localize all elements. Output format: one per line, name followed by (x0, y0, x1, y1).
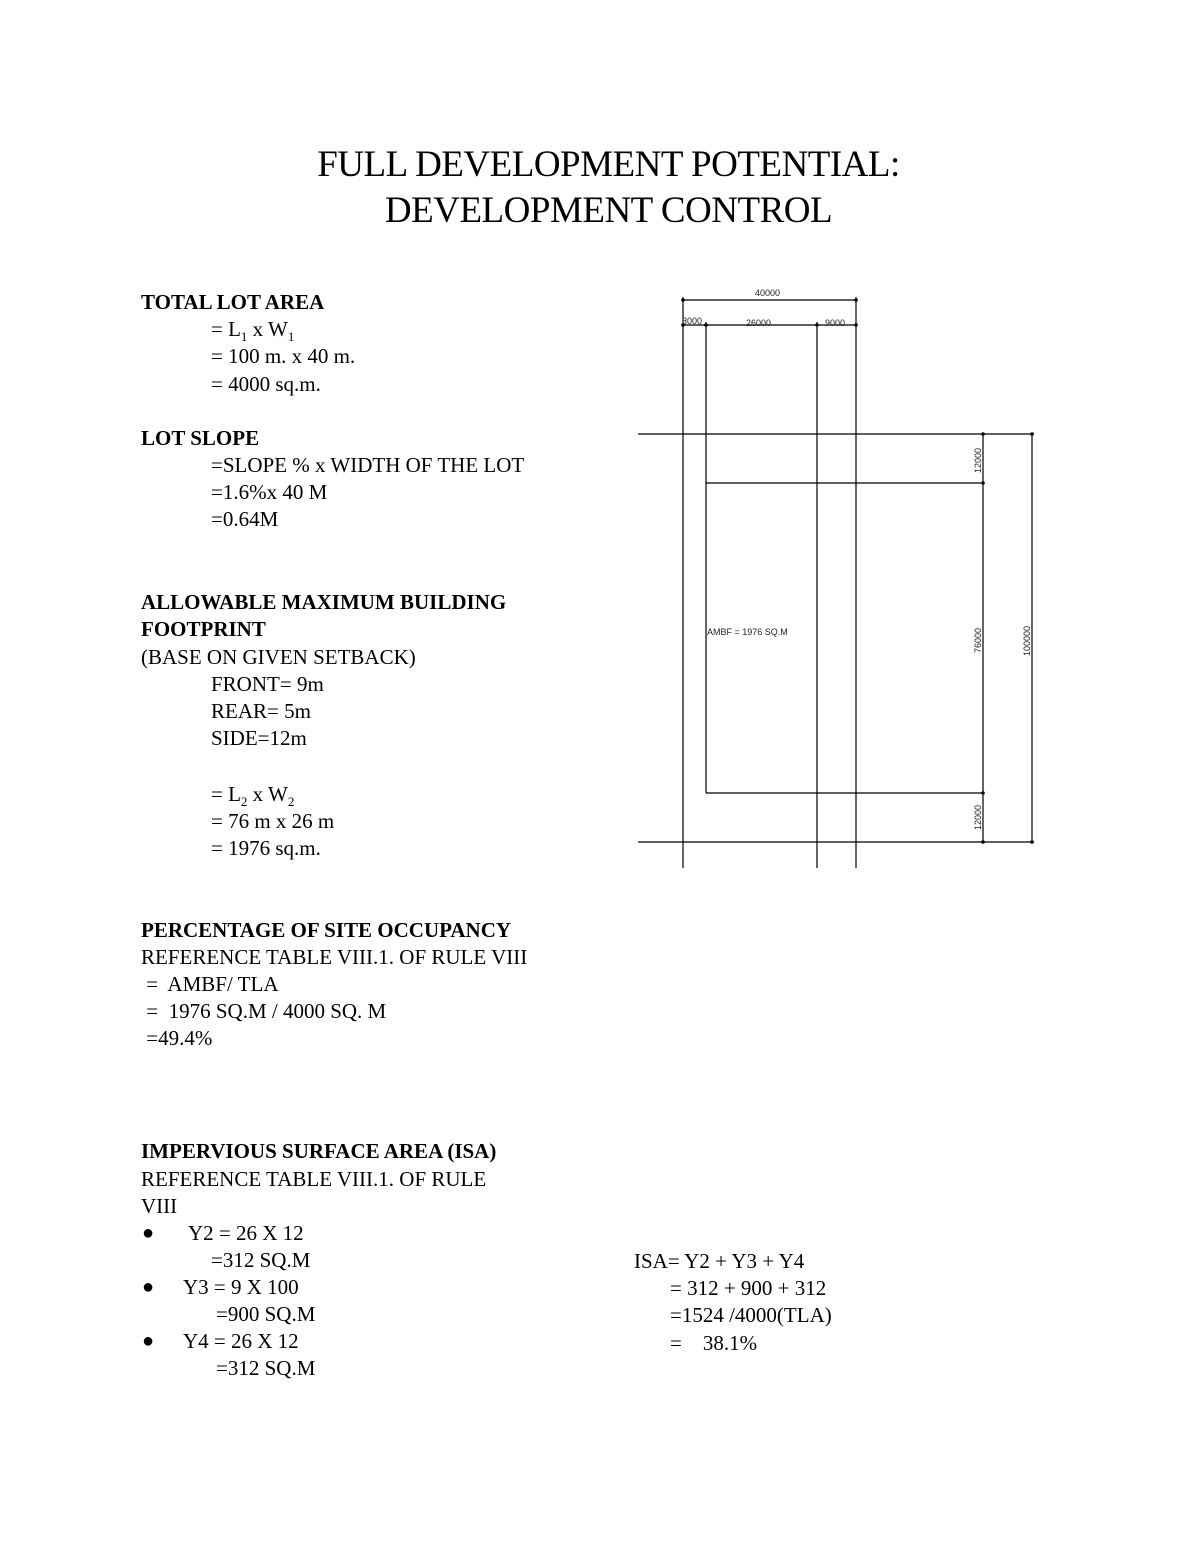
isa-item-result: =312 SQ.M (211, 1248, 311, 1272)
total-lot-area-dimensions: = 100 m. x 40 m. (211, 344, 356, 368)
lot-slope-heading: LOT SLOPE (141, 426, 260, 450)
bullet-icon: ● (142, 1276, 155, 1298)
isa-total-percentage: = 38.1% (670, 1331, 758, 1355)
isa-item-formula: Y4 = 26 X 12 (183, 1329, 299, 1353)
ambf-drawing-label: AMBF = 1976 SQ.M (707, 627, 788, 637)
dim-top-right: 9000 (825, 318, 846, 328)
bullet-icon: ● (142, 1330, 155, 1352)
isa-reference-line2: VIII (141, 1194, 178, 1218)
page-title-line1: FULL DEVELOPMENT POTENTIAL: (317, 144, 900, 185)
ambf-formula: = $L_2$ x $W_2$ (211, 782, 295, 810)
total-lot-area-formula: = $L_1$ x $W_1$ (211, 317, 295, 345)
isa-item-formula: Y2 = 26 X 12 (188, 1221, 304, 1245)
lot-slope-result: =0.64M (211, 507, 279, 531)
isa-item-result: =312 SQ.M (216, 1356, 316, 1380)
site-occupancy-heading: PERCENTAGE OF SITE OCCUPANCY (141, 918, 512, 942)
ambf-front-setback: FRONT= 9m (211, 672, 324, 696)
site-occupancy-reference: REFERENCE TABLE VIII.1. OF RULE VIII (141, 945, 528, 969)
lot-slope-values: =1.6%x 40 M (211, 480, 328, 504)
ambf-dimensions: = 76 m x 26 m (211, 809, 335, 833)
site-plan-drawing (630, 285, 1050, 875)
isa-heading: IMPERVIOUS SURFACE AREA (ISA) (141, 1139, 497, 1163)
lot-slope-formula: =SLOPE % x WIDTH OF THE LOT (211, 453, 525, 477)
ambf-side-setback: SIDE=12m (211, 726, 307, 750)
isa-item-formula: Y3 = 9 X 100 (183, 1275, 299, 1299)
isa-reference-line1: REFERENCE TABLE VIII.1. OF RULE (141, 1167, 487, 1191)
dim-side-mid: 76000 (973, 627, 983, 653)
site-occupancy-formula: = AMBF/ TLA (141, 972, 279, 996)
dim-top-mid: 26000 (746, 318, 772, 328)
ambf-heading-line2: FOOTPRINT (141, 617, 266, 641)
isa-total-ratio: =1524 /4000(TLA) (670, 1303, 832, 1327)
site-occupancy-result: =49.4% (141, 1026, 213, 1050)
total-lot-area-heading: TOTAL LOT AREA (141, 290, 325, 314)
page-title-line2: DEVELOPMENT CONTROL (384, 190, 833, 231)
dim-top-left: 3000 (682, 316, 703, 326)
dim-side-top: 12000 (973, 447, 983, 473)
dim-side-total: 100000 (1022, 625, 1032, 656)
ambf-setback-note: (BASE ON GIVEN SETBACK) (141, 645, 416, 669)
bullet-icon: ● (142, 1222, 155, 1244)
isa-total-formula: ISA= Y2 + Y3 + Y4 (634, 1249, 805, 1273)
dim-top-total: 40000 (755, 288, 781, 298)
ambf-heading-line1: ALLOWABLE MAXIMUM BUILDING (141, 590, 507, 614)
site-occupancy-values: = 1976 SQ.M / 4000 SQ. M (141, 999, 387, 1023)
ambf-result: = 1976 sq.m. (211, 836, 321, 860)
total-lot-area-result: = 4000 sq.m. (211, 372, 321, 396)
ambf-rear-setback: REAR= 5m (211, 699, 311, 723)
dim-side-bottom: 12000 (973, 804, 983, 830)
isa-item-result: =900 SQ.M (216, 1302, 316, 1326)
isa-total-values: = 312 + 900 + 312 (670, 1276, 827, 1300)
